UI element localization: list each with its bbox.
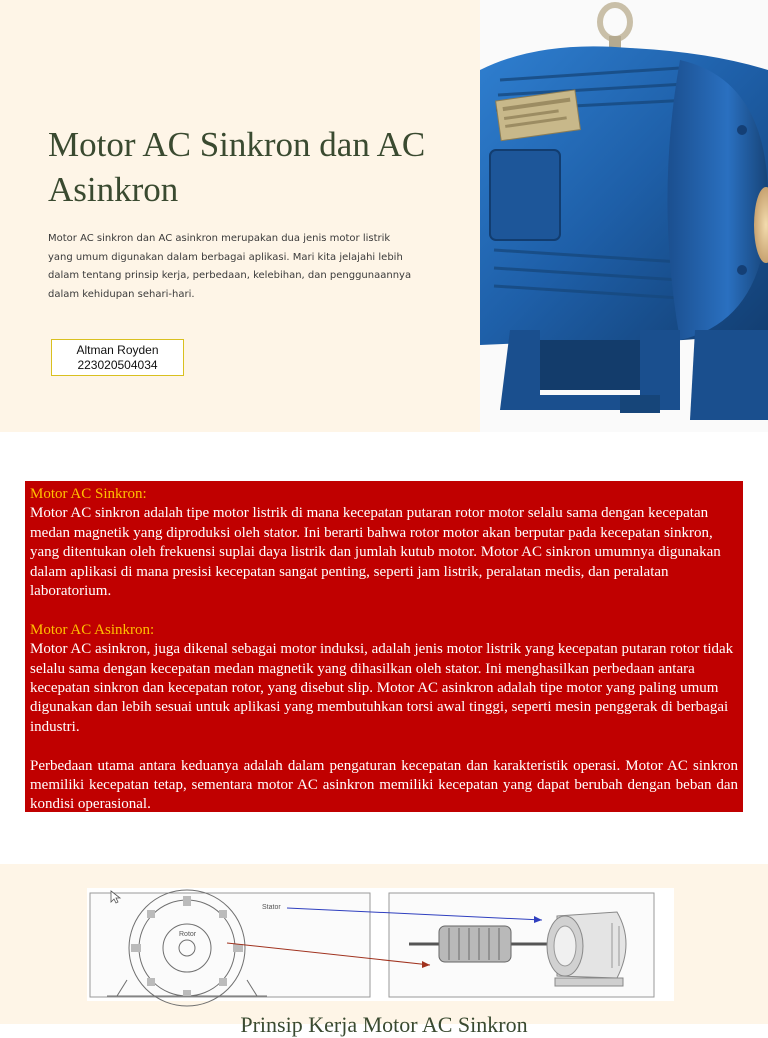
- electric-motor-image: [480, 0, 768, 432]
- summary-text: Perbedaan utama antara keduanya adalah dalam pengaturan kecepatan dan karakteristik operasi. Motor AC sinkron memiliki kecepatan tetap, sementara motor AC asinkron memiliki kecepatan yang dapat berubah dengan beban dan kondisi operasional.: [30, 757, 738, 813]
- electric-motor-illustration: [480, 0, 768, 432]
- slide-title: Prinsip Kerja Motor AC Sinkron: [240, 1012, 528, 1037]
- sync-heading: Motor AC Sinkron:: [30, 486, 147, 502]
- diagram-stator-label: Stator: [262, 904, 281, 911]
- slide-description: Motor AC sinkron dan AC asinkron merupakan dua jenis motor listrik yang umum digunakan dalam berbagai aplikasi. Mari kita jelajahi lebih dalam tentang prinsip kerja, perbedaan, kelebihan, dan penggunaannya dalam kehidupan sehari-hari.: [48, 233, 412, 300]
- content-slide: [0, 432, 768, 864]
- author-box: [51, 339, 184, 376]
- async-text: Motor AC asinkron, juga dikenal sebagai motor induksi, adalah jenis motor listrik yang kecepatan putaran rotor tidak selalu sama dengan kecepatan medan magnetik yang dihasilkan oleh stator. Ini menghasilkan perbedaan antara kecepatan sinkron dan kecepatan rotor, yang disebut slip. Motor AC asinkron adalah tipe motor yang paling umum digunakan dan lebih sesuai untuk aplikasi yang membutuhkan torsi awal tinggi, seperti mesin penggerak di berbagai industri.: [30, 641, 734, 735]
- principle-slide: [0, 864, 768, 1037]
- author-id: 223020504034: [77, 358, 158, 372]
- diagram-rotor-label: Rotor: [179, 931, 197, 938]
- stator-rotor-diagram: [87, 888, 674, 1001]
- slide-title: Motor AC Sinkron dan AC Asinkron: [48, 125, 426, 209]
- author-name: Altman Royden: [76, 343, 159, 357]
- title-slide: [0, 0, 768, 432]
- async-heading: Motor AC Asinkron:: [30, 621, 155, 638]
- content-box: [25, 481, 743, 812]
- motor-diagram: [87, 888, 674, 1001]
- sync-text: Motor AC sinkron adalah tipe motor listrik di mana kecepatan putaran rotor motor selalu sama dengan kecepatan medan magnetik yang diproduksi oleh stator. Ini berarti bahwa rotor motor akan berputar pada kecepatan sinkron, yang ditentukan oleh frekuensi suplai daya listrik dan jumlah kutub motor. Motor AC sinkron umumnya digunakan dalam aplikasi di mana presisi kecepatan sangat penting, seperti jam listrik, peralatan medis, dan peralatan laboratorium.: [30, 505, 721, 600]
